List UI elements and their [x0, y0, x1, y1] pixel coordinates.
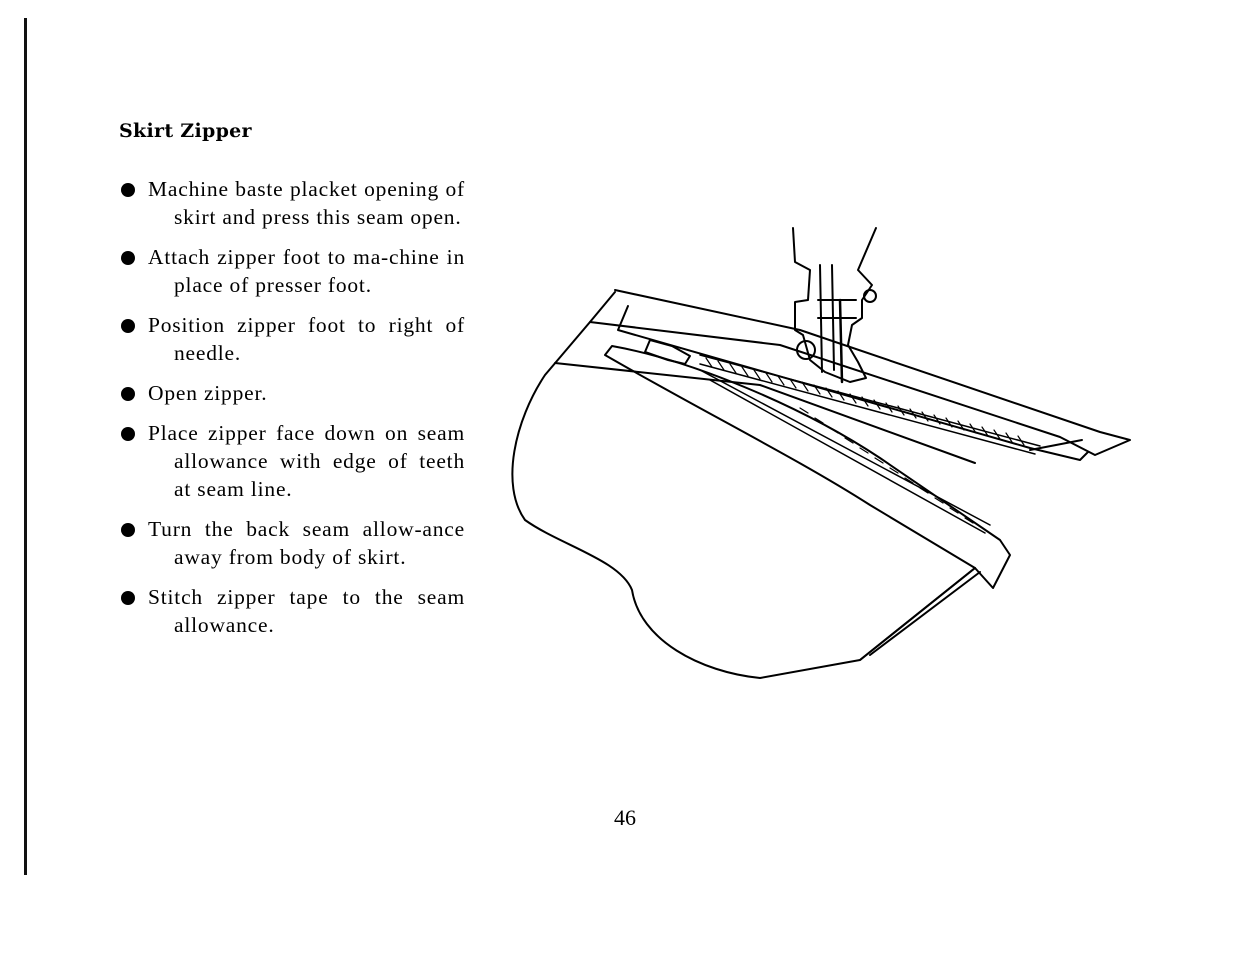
- page-binding-edge: [24, 18, 27, 875]
- instruction-text: Place zipper face down on seam allowance with edge of teeth at seam line.: [148, 421, 465, 501]
- instruction-step: [119, 175, 465, 231]
- bullet-icon: [121, 319, 135, 333]
- instruction-step: [119, 419, 465, 503]
- zipper-teeth: [700, 355, 1040, 454]
- bullet-icon: [121, 251, 135, 265]
- bullet-icon: [121, 427, 135, 441]
- instruction-step: [119, 311, 465, 367]
- seam-allowance: [590, 290, 1130, 455]
- zipper-foot-illustration: [500, 220, 1140, 690]
- bullet-icon: [121, 387, 135, 401]
- instruction-text: Position zipper foot to right of needle.: [148, 313, 465, 365]
- instruction-text: Stitch zipper tape to the seam allowance.: [148, 585, 465, 637]
- instruction-step: [119, 583, 465, 639]
- section-heading: Skirt Zipper: [119, 120, 252, 142]
- bullet-icon: [121, 183, 135, 197]
- instruction-step: [119, 379, 465, 407]
- bullet-icon: [121, 523, 135, 537]
- bullet-icon: [121, 591, 135, 605]
- instruction-text: Attach zipper foot to ma-chine in place of presser foot.: [148, 245, 465, 297]
- zipper-tape: [605, 346, 1010, 588]
- instruction-step: [119, 515, 465, 571]
- skirt-fabric: [512, 292, 975, 678]
- page-number: 46: [614, 805, 636, 830]
- instruction-text: Turn the back seam allow-ance away from body of skirt.: [148, 517, 465, 569]
- instruction-text: Machine baste placket opening of skirt and press this seam open.: [148, 177, 465, 229]
- instruction-step: [119, 243, 465, 299]
- instruction-list: [119, 175, 465, 651]
- instruction-text: Open zipper.: [148, 381, 268, 405]
